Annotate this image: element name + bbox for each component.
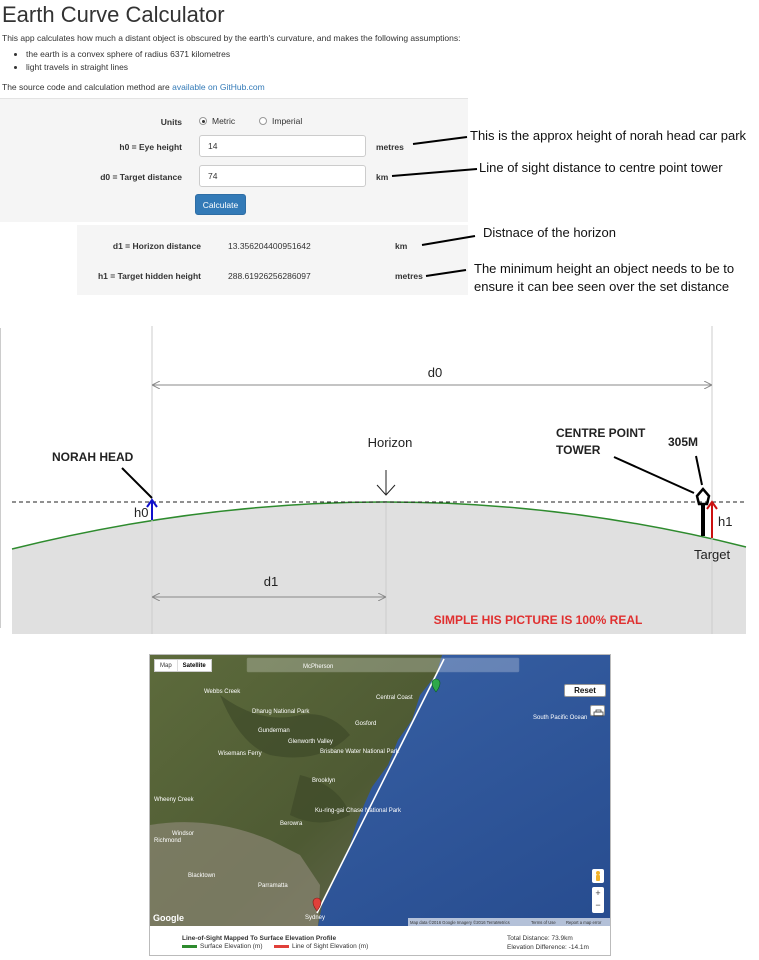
source-prefix: The source code and calculation method are <box>2 82 173 92</box>
d0-note-line <box>392 169 477 176</box>
map-label: Brisbane Water National Park <box>320 749 399 755</box>
zoom-out-button[interactable]: − <box>595 900 601 910</box>
map-view[interactable] <box>150 655 610 926</box>
h1-diagram-label: h1 <box>718 514 733 529</box>
norah-head-pointer <box>122 468 152 498</box>
map-label: Berowra <box>280 821 303 827</box>
map-label: Blacktown <box>188 873 216 879</box>
map-type-toggle <box>154 659 212 672</box>
page-title: Earth Curve Calculator <box>2 2 225 27</box>
h1-note-line1: The minimum height an object needs to be to <box>474 261 735 276</box>
reset-button[interactable]: Reset <box>564 684 606 697</box>
calculate-button[interactable]: Calculate <box>195 194 246 215</box>
map-label: Sydney <box>305 915 326 921</box>
printer-icon <box>591 708 606 719</box>
annotation-lines <box>0 0 759 300</box>
tower-top-icon <box>697 489 709 504</box>
map-label: Wheeny Creek <box>154 797 194 803</box>
horizon-label: Horizon <box>367 435 413 450</box>
map-label: Webbs Creek <box>204 689 241 695</box>
map-label: Parramatta <box>258 883 288 889</box>
legend-title: Line-of-Sight Mapped To Surface Elevation Profile <box>182 935 337 942</box>
map-label: Brooklyn <box>312 778 336 784</box>
total-distance-label: Total Distance: <box>507 935 550 942</box>
github-link[interactable]: available on GitHub.com <box>172 82 265 92</box>
d0-diagram-label: d0 <box>427 365 443 380</box>
d1-value: 13.356204400951642 <box>228 241 311 251</box>
d1-label: d1 = Horizon distance <box>112 241 201 251</box>
map-label: Gunderman <box>258 728 290 734</box>
map-label: Glenworth Valley <box>288 739 333 745</box>
h0-unit: metres <box>376 142 404 152</box>
pegman-icon <box>592 869 604 883</box>
h0-note: This is the approx height of norah head car park <box>470 128 747 143</box>
elevation-diff-label: Elevation Difference: <box>507 944 567 951</box>
d1-note-line <box>422 236 475 245</box>
imperial-label: Imperial <box>272 116 303 126</box>
h1-unit: metres <box>395 271 423 281</box>
d1-note: Distnace of the horizon <box>483 225 616 240</box>
map-search-box[interactable] <box>247 658 519 672</box>
map-label: Central Coast <box>376 695 413 701</box>
map-label: Dharug National Park <box>252 709 310 715</box>
ocean-label: South Pacific Ocean <box>533 715 588 721</box>
map-label: McPherson <box>303 664 334 670</box>
legend-surface-swatch <box>182 945 197 948</box>
tab-map[interactable]: Map <box>160 663 172 669</box>
legend-los-swatch <box>274 945 289 948</box>
zoom-controls <box>592 887 604 913</box>
h1-value: 288.61926256286097 <box>228 271 311 281</box>
h1-note-line2: ensure it can bee seen over the set distance <box>474 279 730 294</box>
map-widget <box>149 654 611 956</box>
google-logo: Google <box>153 913 184 923</box>
total-distance <box>507 935 573 942</box>
map-label: Richmond <box>154 838 182 844</box>
earth-curve-diagram <box>0 318 759 640</box>
h0-note-line <box>413 137 467 144</box>
d0-label: d0 = Target distance <box>100 172 182 182</box>
attribution-text: Map data ©2016 Google Imagery ©2016 TerraMetrics <box>410 920 510 925</box>
map-label: Gosford <box>355 721 377 727</box>
intro-text: This app calculates how much a distant object is obscured by the earth's curvature, and makes the following assumptions: <box>2 33 461 43</box>
list-item: • the earth is a convex sphere of radius 6371 kilometres <box>26 48 230 61</box>
list-item: • light travels in straight lines <box>26 61 230 74</box>
h1-label: h1 = Target hidden height <box>97 271 201 281</box>
zoom-in-button[interactable]: + <box>595 888 601 898</box>
report-error-link[interactable]: Report a map error <box>566 920 602 925</box>
left-edge <box>0 328 1 628</box>
elevation-difference <box>507 944 589 951</box>
legend-los-label: Line of Sight Elevation (m) <box>292 943 369 950</box>
street-view-button[interactable] <box>592 869 604 883</box>
legend-surface-label: Surface Elevation (m) <box>200 943 263 950</box>
d1-unit: km <box>395 241 408 251</box>
d0-note: Line of sight distance to centre point tower <box>479 160 723 175</box>
tab-satellite[interactable]: Satellite <box>177 660 211 671</box>
tower-label-line2: TOWER <box>556 443 601 457</box>
satellite-imagery <box>150 655 610 926</box>
terms-link[interactable]: Terms of Use <box>531 920 556 925</box>
target-label: Target <box>694 547 731 562</box>
tower-shaft <box>701 504 705 536</box>
d1-diagram-label: d1 <box>263 574 279 589</box>
print-button[interactable] <box>590 705 605 716</box>
d0-unit: km <box>376 172 389 182</box>
map-label: Windsor <box>172 831 195 837</box>
tower-pointer <box>614 457 694 493</box>
elevation-diff-value: -14.1m <box>568 944 589 951</box>
metric-label: Metric <box>212 116 236 126</box>
total-distance-value: 73.9km <box>551 935 573 942</box>
norah-head-label: NORAH HEAD <box>52 450 134 464</box>
tower-height-pointer <box>696 456 702 485</box>
tower-height-label: 305M <box>668 435 699 449</box>
units-label: Units <box>160 117 182 127</box>
h0-label: h0 = Eye height <box>119 142 182 152</box>
claim-text: SIMPLE HIS PICTURE IS 100% REAL <box>433 613 643 627</box>
tower-label-line1: CENTRE POINT <box>556 426 646 440</box>
map-label: Ku-ring-gai Chase National Park <box>315 808 402 814</box>
h1-note-line <box>426 270 466 276</box>
map-label: Wisemans Ferry <box>218 751 262 757</box>
h0-diagram-label: h0 <box>134 505 149 520</box>
elevation-legend <box>150 927 610 955</box>
